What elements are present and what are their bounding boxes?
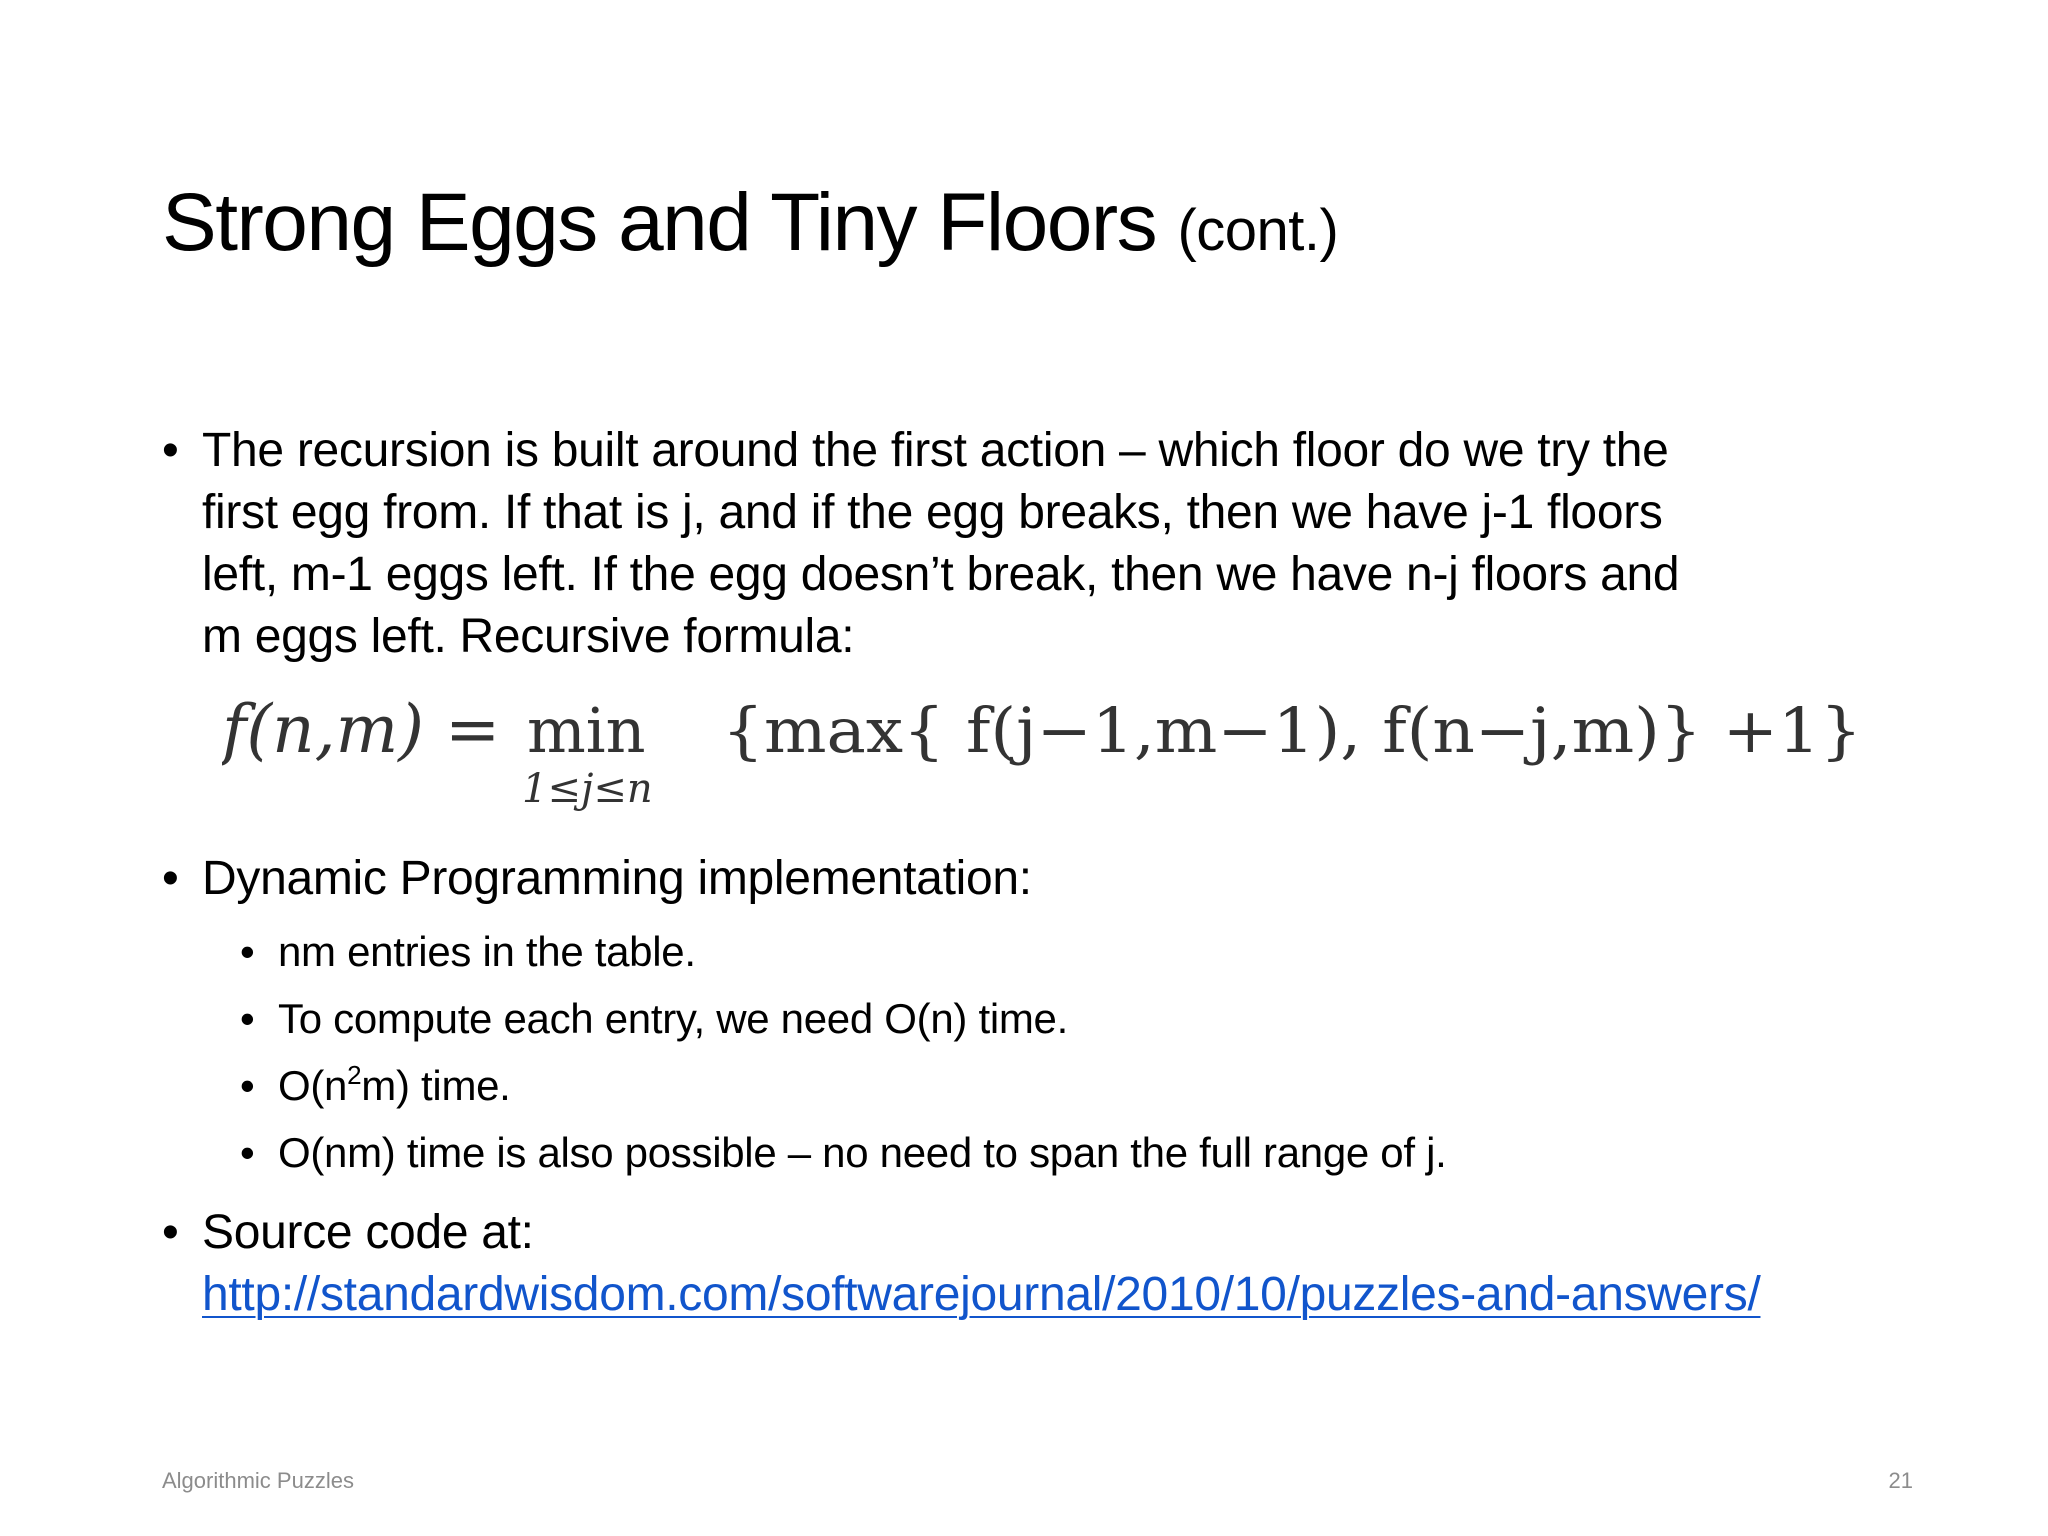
source-heading: Source code at:	[202, 1206, 534, 1259]
superscript: 2	[347, 1060, 362, 1090]
bullet-recursion	[162, 420, 1922, 668]
formula-lhs: f(n,m) =	[222, 691, 501, 768]
slide-title	[162, 178, 1338, 268]
list-item	[240, 1119, 1922, 1186]
formula-subscript: 1≤j≤n	[522, 766, 653, 812]
formula-graphic	[222, 682, 1882, 822]
sub-bullet-dot: •	[240, 995, 255, 1042]
sub-item-text: O(nm) time is also possible – no need to span the full range of j.	[278, 1129, 1447, 1176]
page-number: 21	[1888, 1468, 1913, 1493]
recursion-line-3: left, m-1 eggs left. If the egg doesn’t break, then we have n-j floors and	[202, 548, 1680, 601]
sub-bullet-dot: •	[240, 928, 255, 975]
sub-item-text-pre: O(n	[278, 1062, 348, 1109]
list-item	[240, 918, 1922, 985]
formula-min: min	[527, 694, 646, 767]
recursion-line-2: first egg from. If that is j, and if the egg breaks, then we have j-1 floors	[202, 486, 1663, 539]
slide-body	[162, 420, 1922, 1326]
dp-heading: Dynamic Programming implementation:	[202, 852, 1032, 905]
bullet-dot: •	[162, 852, 179, 905]
title-suffix: (cont.)	[1177, 198, 1339, 263]
sub-item-text-post: m) time.	[361, 1062, 511, 1109]
sub-bullet-dot: •	[240, 1129, 255, 1176]
sub-bullet-dot: •	[240, 1062, 255, 1109]
sub-item-text: To compute each entry, we need O(n) time.	[278, 995, 1068, 1042]
recursive-formula	[222, 682, 1922, 822]
bullet-source	[162, 1202, 1922, 1326]
bullet-dp	[162, 848, 1922, 910]
bullet-dot: •	[162, 424, 179, 477]
list-item	[240, 1052, 1922, 1119]
list-item	[240, 985, 1922, 1052]
title-main: Strong Eggs and Tiny Floors	[162, 177, 1157, 268]
source-link[interactable]: http://standardwisdom.com/softwarejournal/2010/10/puzzles-and-answers/	[202, 1268, 1761, 1321]
recursion-line-1: The recursion is built around the first action – which floor do we try the	[202, 424, 1669, 477]
recursion-line-4: m eggs left. Recursive formula:	[202, 610, 855, 663]
dp-sub-list	[240, 918, 1922, 1186]
sub-item-text: nm entries in the table.	[278, 928, 696, 975]
formula-rhs: {max{ f(j−1,m−1), f(n−j,m)} +1}	[722, 694, 1862, 767]
footer-title: Algorithmic Puzzles	[162, 1468, 354, 1493]
bullet-dot: •	[162, 1206, 179, 1259]
